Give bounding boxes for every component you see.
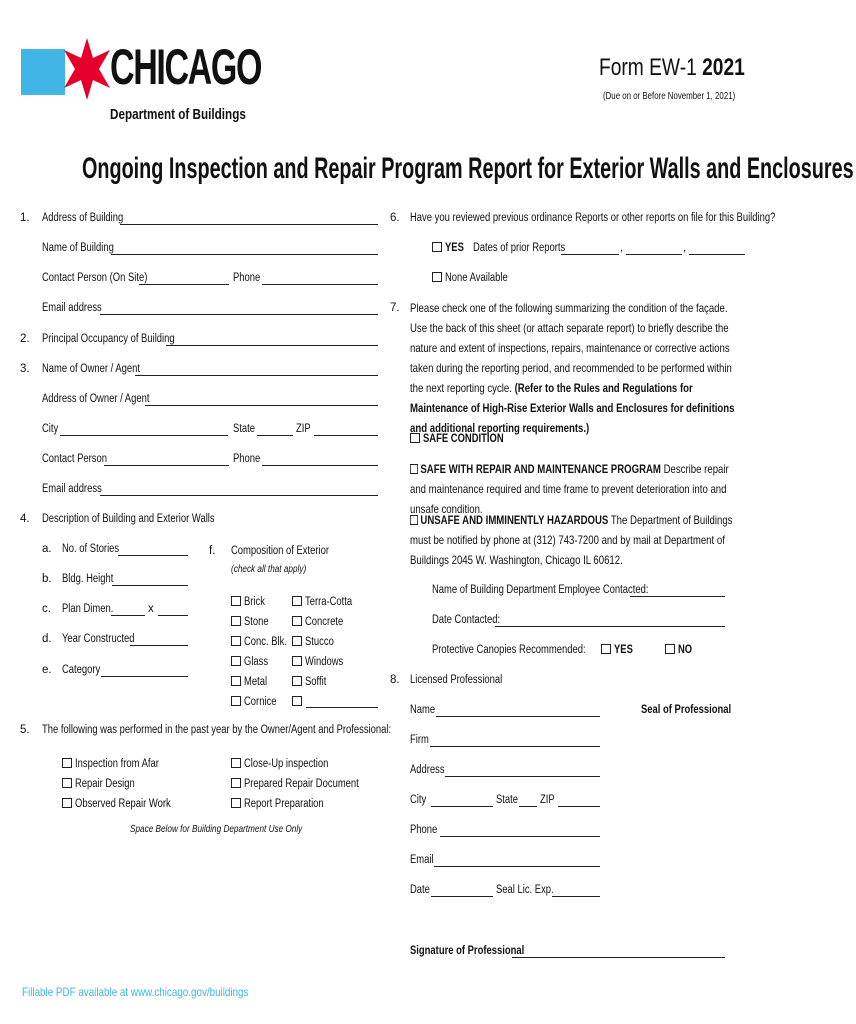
prof-state-field[interactable] (519, 806, 537, 807)
checkbox-icon[interactable] (432, 242, 442, 252)
phone-field[interactable] (262, 284, 378, 285)
prof-name-field[interactable] (436, 716, 600, 717)
material-terra-cotta[interactable] (292, 592, 363, 612)
checkbox-icon[interactable] (231, 636, 241, 646)
name-of-owner-label: Name of Owner / Agent (42, 363, 141, 375)
unsafe-label: UNSAFE AND IMMINENTLY HAZARDOUS (420, 513, 609, 527)
checkbox-icon[interactable] (410, 464, 418, 474)
prior-date-1-field[interactable] (561, 254, 619, 255)
unsafe-text: The Department of Buildings must be notified by phone at (312) 743-7200 and by mail at Department of Buildings 2045 W. Washington, Chicago IL 60612. (410, 513, 733, 567)
checkbox-icon[interactable] (231, 758, 241, 768)
owner-email-label: Email address (42, 483, 102, 495)
prof-date-field[interactable] (431, 896, 493, 897)
owner-state-field[interactable] (257, 435, 293, 436)
material-conc-blk[interactable] (231, 632, 296, 652)
item-number-8: 8. (390, 674, 400, 686)
unsafe-option[interactable] (410, 510, 746, 570)
material-windows[interactable] (292, 652, 363, 672)
prior-date-2-field[interactable] (626, 254, 682, 255)
seal-label: Seal of Professional (641, 704, 732, 716)
employee-contacted-field[interactable] (630, 596, 725, 597)
address-of-building-label: Address of Building (42, 212, 124, 224)
prof-phone-field[interactable] (440, 836, 600, 837)
checkbox-icon[interactable] (231, 616, 241, 626)
name-of-building-label: Name of Building (42, 242, 114, 254)
prof-address-field[interactable] (445, 776, 600, 777)
perf-label: Repair Design (75, 778, 135, 790)
prof-firm-label: Firm (410, 734, 429, 746)
perf-label: Inspection from Afar (75, 758, 159, 770)
item-a: a. (42, 543, 52, 555)
perf-label: Observed Repair Work (75, 798, 171, 810)
perf-label: Close-Up inspection (244, 758, 329, 770)
material-label: Windows (305, 656, 344, 668)
contact-person-onsite-label: Contact Person (On Site) (42, 272, 148, 284)
perf-close-up-inspection[interactable] (231, 754, 384, 774)
safe-condition-label: SAFE CONDITION (423, 433, 504, 445)
perf-repair-design[interactable] (62, 774, 192, 794)
checkbox-icon[interactable] (410, 433, 420, 443)
prof-state-label: State (496, 794, 519, 806)
material-glass[interactable] (231, 652, 296, 672)
material-other-field[interactable] (306, 707, 378, 708)
date-contacted-field[interactable] (495, 626, 725, 627)
chicago-star-icon (63, 38, 111, 100)
prof-address-label: Address (410, 764, 445, 776)
canopies-no-label: NO (678, 644, 693, 656)
canopies-yes-label: YES (614, 644, 633, 656)
check-all-note: (check all that apply) (231, 564, 307, 575)
none-available-label: None Available (445, 272, 508, 284)
material-other[interactable] (292, 692, 363, 712)
seal-exp-label: Seal Lic. Exp. (496, 884, 554, 896)
owner-contact-person-label: Contact Person (42, 453, 107, 465)
prof-phone-label: Phone (410, 824, 438, 836)
description-label: Description of Building and Exterior Walls (42, 513, 215, 525)
checkbox-icon[interactable] (292, 656, 302, 666)
email-address-field[interactable] (100, 314, 378, 315)
dates-prior-label: Dates of prior Reports (473, 242, 566, 254)
checkbox-icon[interactable] (292, 676, 302, 686)
employee-contacted-label: Name of Building Department Employee Contacted: (432, 584, 649, 596)
prof-city-label: City (410, 794, 427, 806)
owner-zip-field[interactable] (314, 435, 378, 436)
logo-text: CHICAGO (110, 39, 262, 95)
item-number-1: 1. (20, 212, 30, 224)
licensed-professional-label: Licensed Professional (410, 674, 503, 686)
item-c: c. (42, 603, 51, 615)
material-label: Conc. Blk. (244, 636, 287, 648)
form-year: 2021 (702, 54, 745, 81)
perf-report-preparation[interactable] (231, 794, 384, 814)
material-label: Metal (244, 676, 268, 688)
address-of-owner-field[interactable] (145, 405, 378, 406)
principal-occupancy-field[interactable] (166, 345, 378, 346)
canopies-label: Protective Canopies Recommended: (432, 644, 586, 656)
year-constructed-field[interactable] (130, 645, 188, 646)
material-label: Cornice (244, 696, 277, 708)
checkbox-icon[interactable] (292, 596, 302, 606)
signature-field[interactable] (512, 957, 725, 958)
comma-2: , (683, 242, 687, 254)
checkbox-icon[interactable] (665, 644, 675, 654)
date-contacted-label: Date Contacted: (432, 614, 501, 626)
bldg-height-label: Bldg. Height (62, 573, 114, 585)
composition-label: Composition of Exterior (231, 545, 330, 557)
checkbox-icon[interactable] (231, 798, 241, 808)
performed-label: The following was performed in the past year by the Owner/Agent and Professional: (42, 724, 392, 736)
prof-email-field[interactable] (434, 866, 600, 867)
plan-dimen-label: Plan Dimen. (62, 603, 114, 615)
canopies-yes-option[interactable] (601, 644, 637, 656)
contact-person-onsite-field[interactable] (139, 284, 229, 285)
owner-city-label: City (42, 423, 59, 435)
material-concrete[interactable] (292, 612, 363, 632)
checkbox-icon[interactable] (62, 758, 72, 768)
safe-condition-option[interactable] (410, 433, 521, 445)
reviewed-question: Have you reviewed previous ordinance Reports or other reports on file for this Building? (410, 212, 776, 224)
principal-occupancy-label: Principal Occupancy of Building (42, 333, 175, 345)
form-number-prefix: Form EW-1 (599, 54, 703, 81)
page-title: Ongoing Inspection and Repair Program Report for Exterior Walls and Enclosures (82, 152, 854, 185)
item-e: e. (42, 664, 52, 676)
owner-state-label: State (233, 423, 256, 435)
comma-1: , (620, 242, 624, 254)
item-d: d. (42, 633, 52, 645)
item-number-4: 4. (20, 513, 30, 525)
material-label: Brick (244, 596, 265, 608)
safe-repair-text: Describe repair and maintenance required and time frame to prevent deterioration into and unsafe condition. (410, 462, 729, 516)
material-label: Terra-Cotta (305, 596, 353, 608)
form-number (599, 54, 745, 82)
fillable-pdf-link[interactable]: Fillable PDF available at www.chicago.gov/buildings (22, 985, 249, 999)
checkbox-icon[interactable] (601, 644, 611, 654)
item-number-5: 5. (20, 724, 30, 736)
email-address-label: Email address (42, 302, 102, 314)
yes-label: YES (445, 242, 464, 254)
logo-department: Department of Buildings (110, 106, 246, 123)
item-f: f. (209, 545, 216, 557)
material-soffit[interactable] (292, 672, 363, 692)
bldg-height-field[interactable] (112, 585, 188, 586)
logo-blue-square (21, 49, 65, 95)
category-field[interactable] (101, 676, 188, 677)
owner-email-field[interactable] (100, 495, 378, 496)
no-stories-field[interactable] (118, 555, 188, 556)
item-b: b. (42, 573, 52, 585)
space-below-note: Space Below for Building Department Use Only (130, 824, 303, 835)
perf-observed-repair-work[interactable] (62, 794, 192, 814)
item-number-6: 6. (390, 212, 400, 224)
phone-label: Phone (233, 272, 261, 284)
checkbox-icon[interactable] (410, 515, 418, 525)
material-cornice[interactable] (231, 692, 296, 712)
material-metal[interactable] (231, 672, 296, 692)
name-of-building-field[interactable] (111, 254, 378, 255)
checkbox-icon[interactable] (292, 636, 302, 646)
canopies-no-option[interactable] (665, 644, 695, 656)
perf-inspection-from-afar[interactable] (62, 754, 192, 774)
material-brick[interactable] (231, 592, 296, 612)
condition-instructions-bold: (Refer to the Rules and Regulations for Maintenance of High-Rise Exterior Walls and Enclosures for definitions and additional reporting requirements.) (410, 381, 735, 435)
material-stone[interactable] (231, 612, 296, 632)
material-label: Stone (244, 616, 269, 628)
address-of-owner-label: Address of Owner / Agent (42, 393, 150, 405)
year-constructed-label: Year Constructed (62, 633, 135, 645)
checkbox-icon[interactable] (231, 656, 241, 666)
checkbox-icon[interactable] (231, 696, 241, 706)
condition-instructions (410, 298, 746, 438)
seal-exp-field[interactable] (552, 896, 600, 897)
yes-option[interactable] (432, 242, 468, 254)
owner-phone-field[interactable] (262, 465, 378, 466)
condition-instructions-text: Please check one of the following summarizing the condition of the façade. Use the back of this sheet (or attach separate report) to briefly describe the nature and extent of inspections, repairs, maintenance or corrective actions taken during the reporting period, and recommended to be performed within the next reporting cycle. (410, 301, 732, 395)
material-stucco[interactable] (292, 632, 363, 652)
material-label: Concrete (305, 616, 344, 628)
item-number-7: 7. (390, 302, 400, 314)
address-of-building-field[interactable] (120, 224, 378, 225)
item-number-3: 3. (20, 363, 30, 375)
prof-date-label: Date (410, 884, 430, 896)
checkbox-icon[interactable] (231, 596, 241, 606)
safe-repair-label: SAFE WITH REPAIR AND MAINTENANCE PROGRAM (420, 462, 661, 476)
material-label: Stucco (305, 636, 334, 648)
category-label: Category (62, 664, 101, 676)
checkbox-icon[interactable] (231, 778, 241, 788)
checkbox-icon[interactable] (231, 676, 241, 686)
prior-date-3-field[interactable] (689, 254, 745, 255)
prof-email-label: Email (410, 854, 434, 866)
owner-phone-label: Phone (233, 453, 261, 465)
perf-label: Prepared Repair Document (244, 778, 359, 790)
prof-firm-field[interactable] (430, 746, 600, 747)
owner-contact-person-field[interactable] (104, 465, 229, 466)
no-stories-label: No. of Stories (62, 543, 120, 555)
owner-zip-label: ZIP (296, 423, 311, 435)
prof-zip-label: ZIP (540, 794, 555, 806)
prof-name-label: Name (410, 704, 436, 716)
material-label: Glass (244, 656, 269, 668)
checkbox-icon[interactable] (292, 696, 302, 706)
none-available-option[interactable] (432, 272, 522, 284)
plan-dimen-length-field[interactable] (158, 615, 188, 616)
name-of-owner-field[interactable] (135, 375, 378, 376)
perf-label: Report Preparation (244, 798, 324, 810)
checkbox-icon[interactable] (432, 272, 442, 282)
perf-prepared-repair-document[interactable] (231, 774, 384, 794)
plan-dimen-width-field[interactable] (111, 615, 145, 616)
checkbox-icon[interactable] (62, 798, 72, 808)
signature-label: Signature of Professional (410, 945, 525, 957)
checkbox-icon[interactable] (292, 616, 302, 626)
prof-city-field[interactable] (431, 806, 493, 807)
due-date: (Due on or Before November 1, 2021) (603, 90, 736, 102)
owner-city-field[interactable] (60, 435, 228, 436)
prof-zip-field[interactable] (558, 806, 600, 807)
plan-dimen-x: x (148, 603, 154, 615)
material-label: Soffit (305, 676, 327, 688)
item-number-2: 2. (20, 333, 30, 345)
checkbox-icon[interactable] (62, 778, 72, 788)
